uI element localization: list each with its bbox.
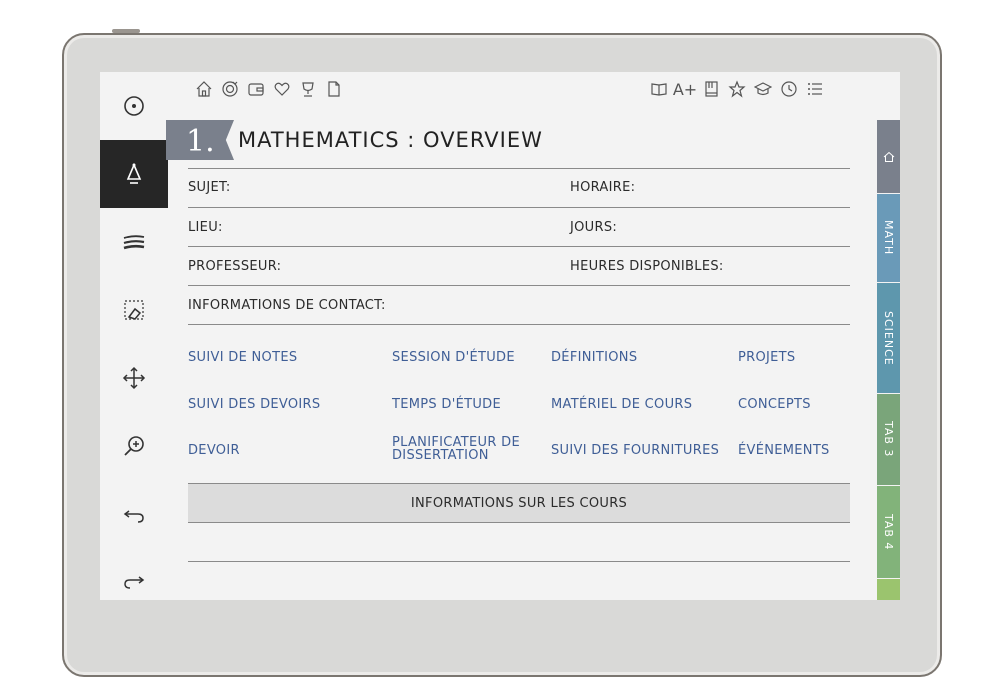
tab-3-label: TAB 3 [882,421,895,458]
link-supplies-tracker[interactable]: SUIVI DES FOURNITURES [551,443,720,458]
wallet-icon[interactable] [244,77,268,101]
home-icon [883,151,895,163]
graduation-cap-icon[interactable] [751,77,775,101]
zoom-in-icon[interactable] [100,412,168,480]
redo-icon[interactable] [100,548,168,600]
move-icon[interactable] [100,344,168,412]
place-field[interactable]: LIEU: [188,220,223,235]
pen-tool-icon[interactable] [100,140,168,208]
screen [100,72,900,600]
notebook-icon[interactable] [699,77,723,101]
link-study-session[interactable]: SESSION D'ÉTUDE [392,350,515,365]
divider [188,207,850,208]
course-info-header: INFORMATIONS SUR LES COURS [188,483,850,523]
link-essay-planner[interactable] [392,436,520,462]
lasso-eraser-icon[interactable] [100,276,168,344]
link-study-time[interactable]: TEMPS D'ÉTUDE [392,397,501,412]
book-open-icon[interactable] [647,77,671,101]
subject-field[interactable]: SUJET: [188,180,231,195]
pen-toggle-icon[interactable] [100,72,168,140]
link-essay-planner-line1: PLANIFICATEUR DE [392,435,520,450]
font-size-icon[interactable]: A+ [672,79,698,99]
tab-science[interactable] [877,283,900,393]
left-toolbar [100,72,168,600]
clock-icon[interactable] [777,77,801,101]
link-homework-tracker[interactable]: SUIVI DES DEVOIRS [188,397,321,412]
top-nav-right [647,76,829,102]
office-hours-field[interactable]: HEURES DISPONIBLES: [570,259,724,274]
teacher-field[interactable]: PROFESSEUR: [188,259,282,274]
link-events[interactable]: ÉVÉNEMENTS [738,443,830,458]
divider [188,246,850,247]
list-icon[interactable] [803,77,827,101]
link-essay-planner-line2: DISSERTATION [392,448,489,463]
top-nav-left [192,76,348,102]
divider [188,285,850,286]
home-icon[interactable] [192,77,216,101]
tab-4-label: TAB 4 [882,513,895,551]
link-projects[interactable]: PROJETS [738,350,796,365]
tab-math-label: MATH [882,220,895,256]
schedule-field[interactable]: HORAIRE: [570,180,636,195]
trophy-icon[interactable] [296,77,320,101]
link-concepts[interactable]: CONCEPTS [738,397,811,412]
tab-3[interactable] [877,394,900,485]
star-icon[interactable] [725,77,749,101]
link-grade-tracker[interactable]: SUIVI DE NOTES [188,350,298,365]
undo-icon[interactable] [100,480,168,548]
contact-field[interactable]: INFORMATIONS DE CONTACT: [188,298,386,313]
stroke-width-icon[interactable] [100,208,168,276]
tab-home[interactable] [877,120,900,193]
heart-icon[interactable] [270,77,294,101]
tab-math[interactable] [877,194,900,282]
tab-science-label: SCIENCE [882,310,895,366]
link-definitions[interactable]: DÉFINITIONS [551,350,638,365]
badge-check-icon[interactable] [218,77,242,101]
link-assignment[interactable]: DEVOIR [188,443,240,458]
divider [188,324,850,325]
tab-4[interactable] [877,486,900,578]
days-field[interactable]: JOURS: [570,220,618,235]
divider [188,561,850,562]
divider [188,168,850,169]
section-number: 1. [186,124,215,159]
tab-5[interactable] [877,579,900,600]
page-title: MATHEMATICS : OVERVIEW [238,128,543,152]
file-icon[interactable] [322,77,346,101]
link-course-material[interactable]: MATÉRIEL DE COURS [551,397,693,412]
